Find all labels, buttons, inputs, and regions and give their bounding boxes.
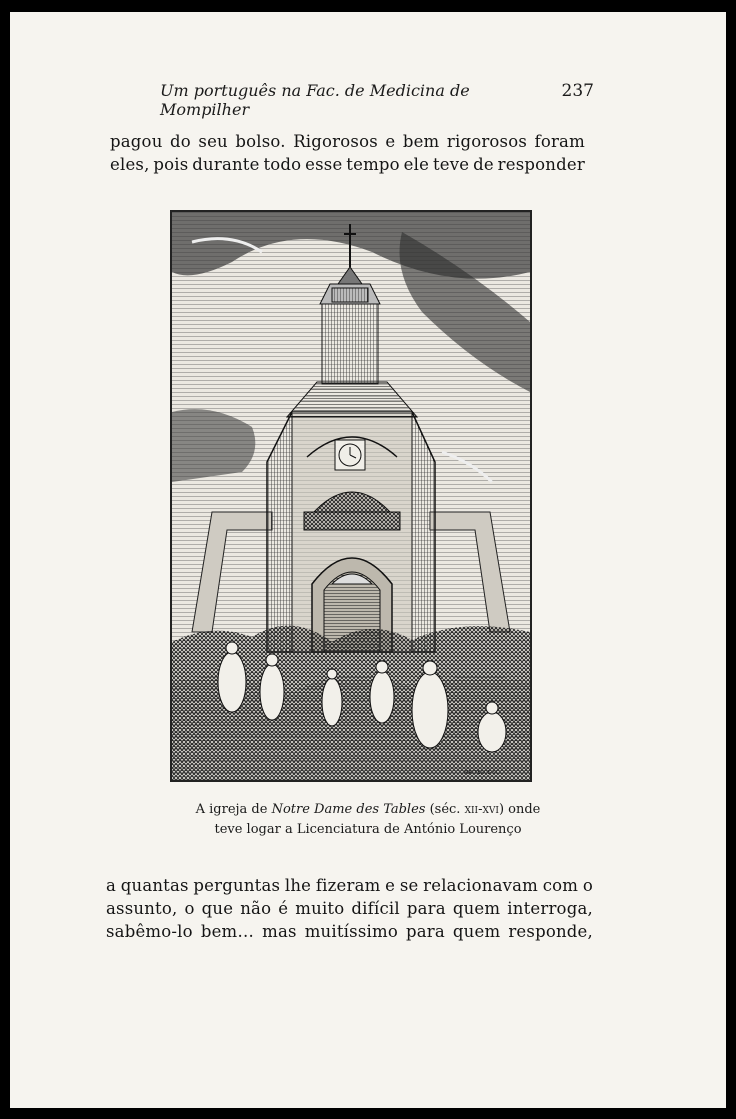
word: relacionavam: [423, 876, 539, 895]
engraver-signature: MATTERUS SC.: [464, 770, 501, 776]
running-header: [160, 81, 594, 119]
top-paragraph: [110, 130, 585, 176]
running-title: Um português na Fac. de Medicina de Mompilher: [160, 81, 470, 119]
word: tempo: [346, 155, 400, 174]
bottom-paragraph: [106, 874, 593, 943]
word: todo: [263, 155, 302, 174]
word: responder: [497, 155, 585, 174]
word: difícil: [351, 899, 400, 918]
gallery: [304, 512, 400, 530]
word: muitíssimo: [304, 922, 398, 941]
word: para: [405, 922, 445, 941]
word: a: [106, 876, 117, 895]
word: eles,: [110, 155, 150, 174]
text-line: [106, 897, 593, 920]
word: é: [278, 899, 289, 918]
word: mas: [262, 922, 297, 941]
word: bem: [402, 132, 440, 151]
word: pagou: [110, 132, 163, 151]
book-page: [10, 12, 726, 1108]
word: perguntas: [193, 876, 281, 895]
word: rigorosos: [446, 132, 528, 151]
engraving-figure: [170, 210, 532, 782]
caption-century: xii-xvi: [464, 802, 499, 817]
word: sabêmo-lo: [106, 922, 193, 941]
word: muito: [295, 899, 345, 918]
word: e: [385, 876, 396, 895]
church-engraving: [172, 212, 530, 780]
figure-caption: [150, 800, 586, 840]
word: quem: [452, 922, 501, 941]
caption-line-2: teve logar a Licenciatura de António Lourenço: [214, 822, 522, 837]
text-line: [110, 153, 585, 176]
bell-tower: [322, 302, 378, 384]
word: seu: [198, 132, 228, 151]
word: esse: [305, 155, 343, 174]
text-line: [106, 920, 593, 943]
word: pois: [153, 155, 189, 174]
caption-line-1: A igreja de Notre Dame des Tables (séc. xii-xvi) onde: [195, 802, 541, 817]
word: bolso.: [235, 132, 286, 151]
page-number: 237: [561, 81, 594, 101]
text-line: [110, 130, 585, 153]
word: o: [184, 899, 195, 918]
word: ele: [403, 155, 430, 174]
word: não: [240, 899, 272, 918]
word: que: [201, 899, 234, 918]
word: assunto,: [106, 899, 178, 918]
text-line: [106, 874, 593, 897]
word: teve: [432, 155, 470, 174]
word: lhe: [284, 876, 312, 895]
word: para: [406, 899, 446, 918]
word: responde,: [508, 922, 593, 941]
word: quantas: [120, 876, 189, 895]
word: foram: [534, 132, 585, 151]
caption-italic-title: Notre Dame des Tables: [271, 802, 426, 817]
word: interroga,: [507, 899, 593, 918]
word: se: [399, 876, 419, 895]
word: de: [473, 155, 494, 174]
word: fizeram: [315, 876, 381, 895]
word: do: [170, 132, 191, 151]
word: e: [385, 132, 396, 151]
word: o: [582, 876, 593, 895]
word: durante: [192, 155, 260, 174]
word: quem: [452, 899, 501, 918]
word: com: [542, 876, 579, 895]
word: bem…: [200, 922, 255, 941]
word: Rigorosos: [293, 132, 378, 151]
